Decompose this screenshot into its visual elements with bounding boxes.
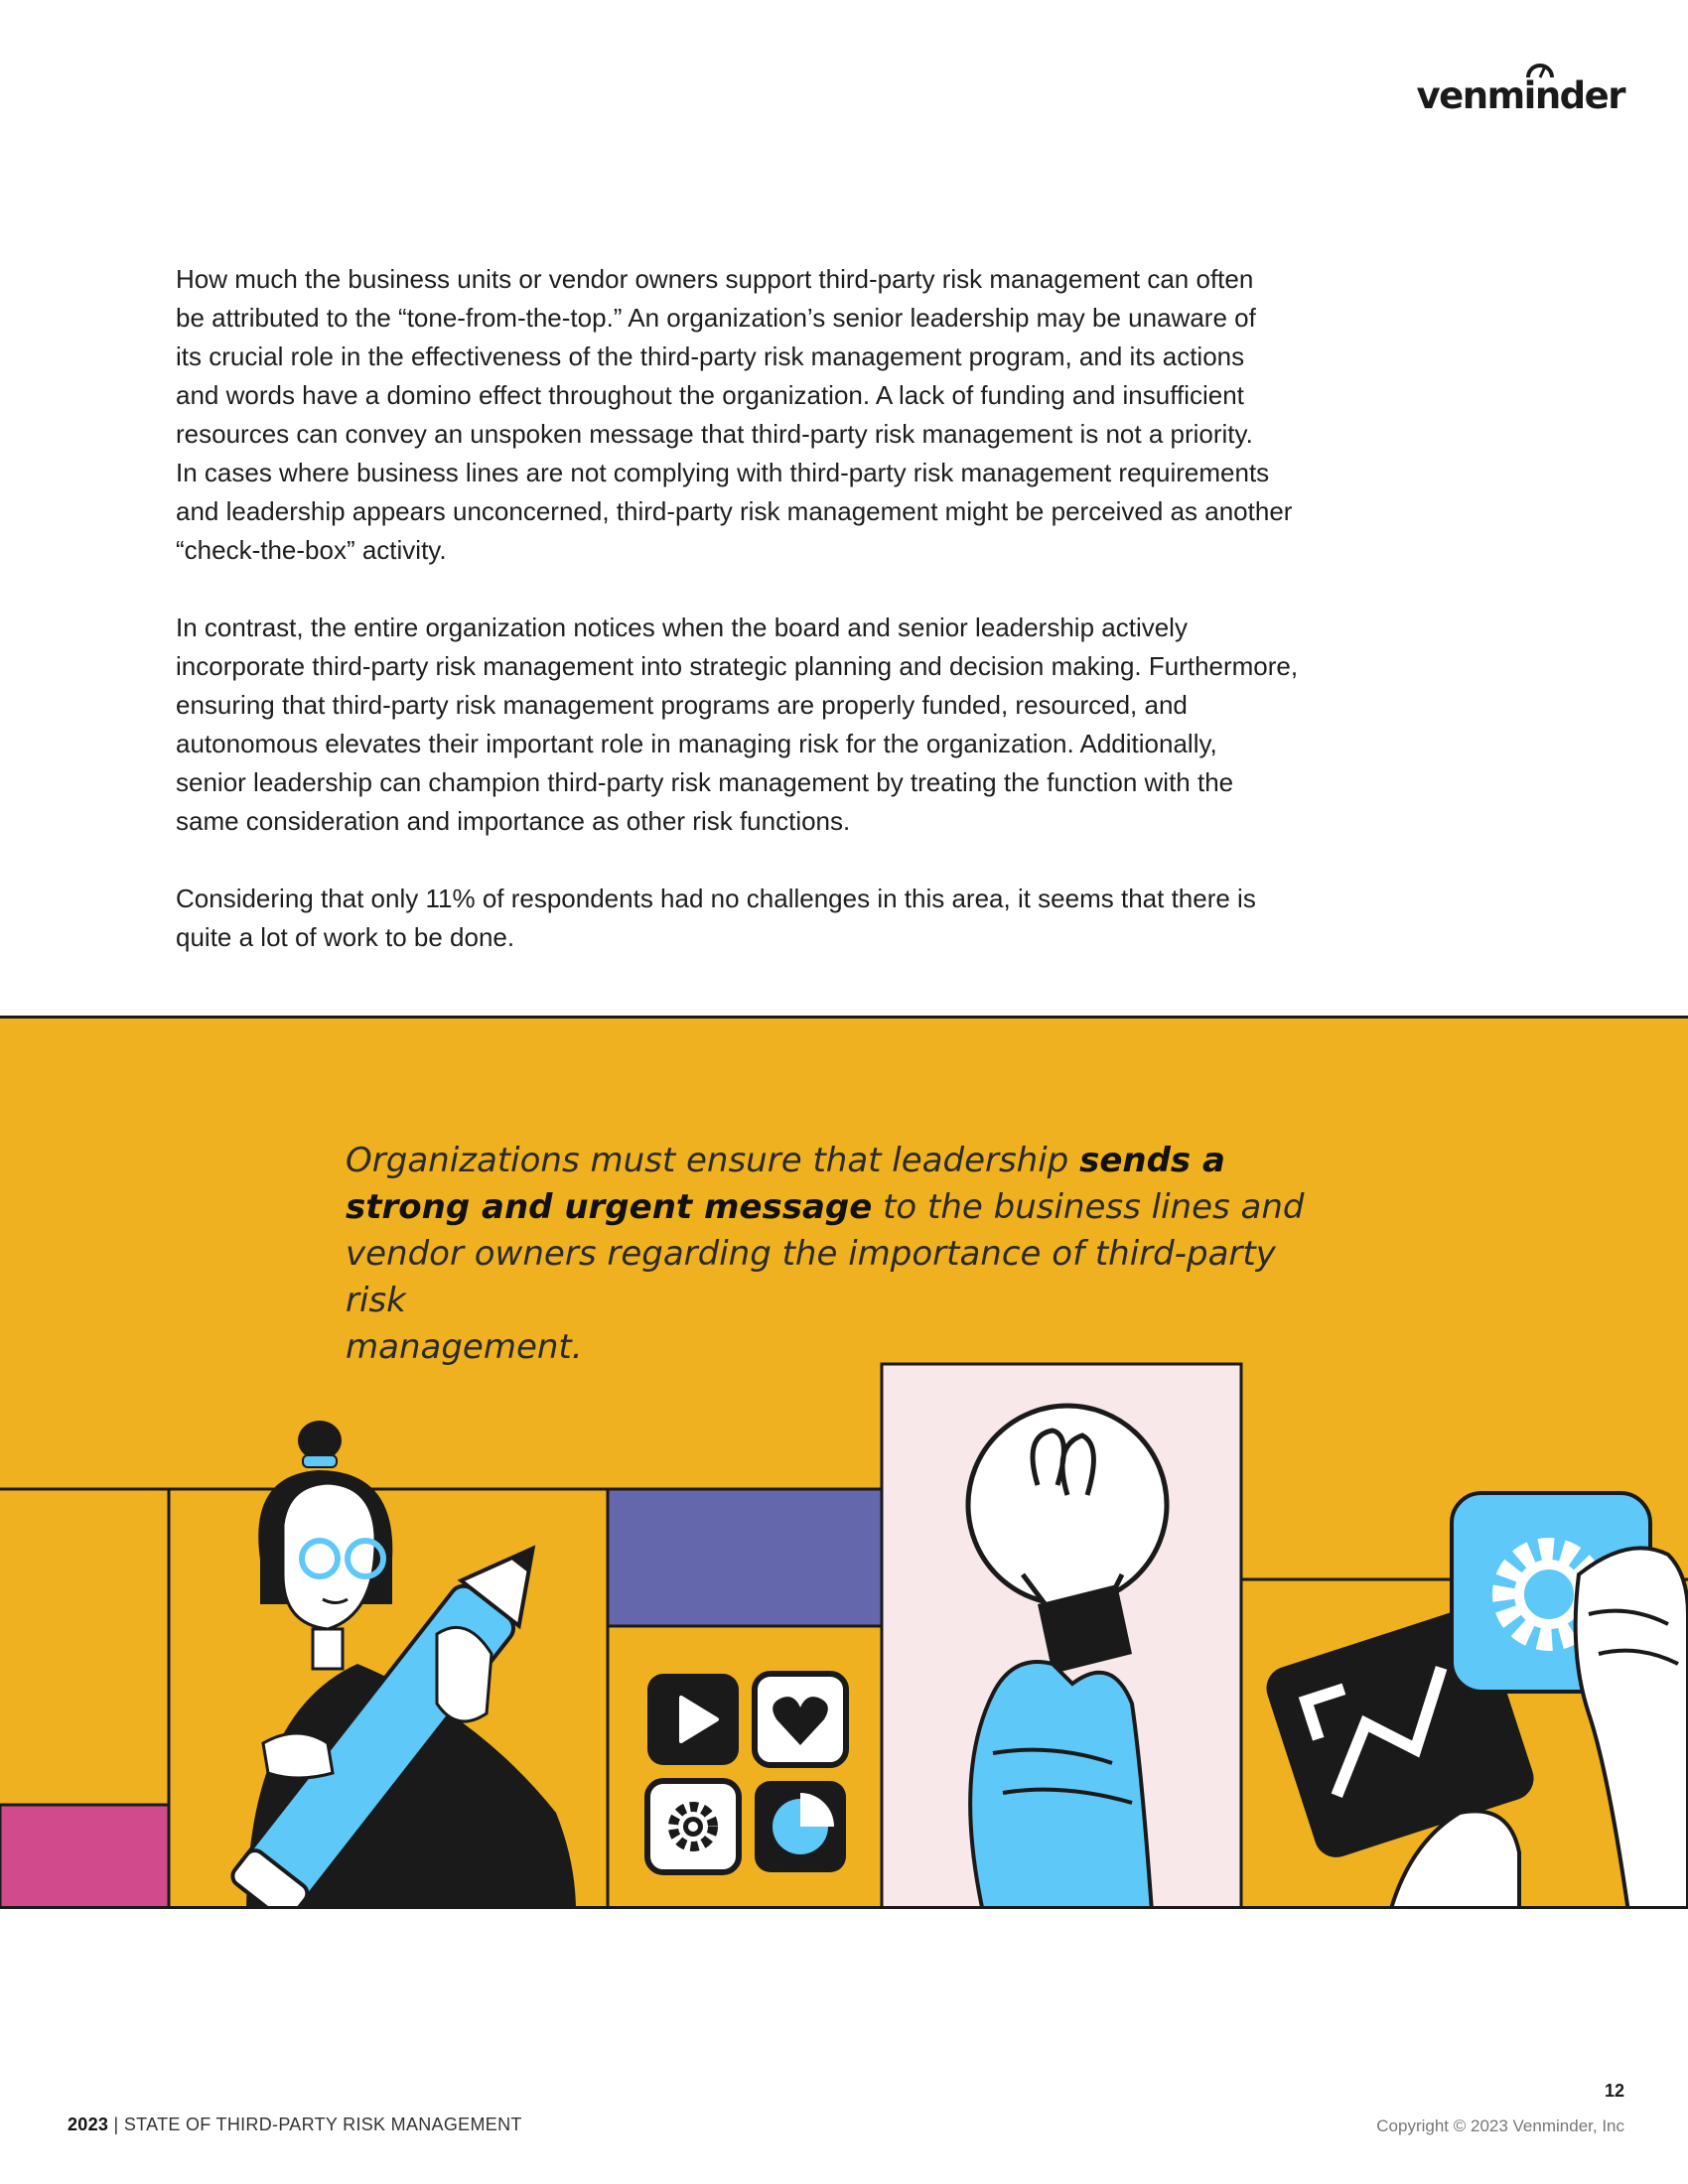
venminder-logo bbox=[1416, 58, 1624, 117]
purple-block bbox=[608, 1489, 882, 1626]
copyright: Copyright © 2023 Venminder, Inc bbox=[1376, 2116, 1624, 2135]
app-icons bbox=[647, 1674, 846, 1872]
paragraph-3: Considering that only 11% of respondents had no challenges in this area, it seems that there is quite a lot of work to be done. bbox=[176, 884, 1256, 952]
paragraph-2: In contrast, the entire organization notices when the board and senior leadership actively incorporate third-party risk management into strategic planning and decision making. Furthermore, ensuring that third-party risk management programs are properly funded, resourced, and autonomous elevates their important role in managing risk for the organization. Additionally, senior leadership can champion third-party risk management by treating the function with the same consideration and importance as other risk functions. bbox=[176, 613, 1299, 836]
blue-hand bbox=[970, 1662, 1152, 1909]
footer-separator: | bbox=[108, 2115, 124, 2134]
hand-left bbox=[263, 1733, 333, 1778]
quote-text-start: Organizations must ensure that leadership bbox=[346, 1141, 1080, 1180]
pink-block bbox=[0, 1805, 169, 1909]
quote-text-end: to the business lines and vendor owners regarding the importance of third-party risk management. bbox=[346, 1187, 1305, 1367]
hand-right bbox=[437, 1627, 492, 1721]
logo-text: venminder bbox=[1416, 74, 1624, 117]
footer-report-title: STATE OF THIRD-PARTY RISK MANAGEMENT bbox=[123, 2115, 522, 2134]
hand-gear bbox=[1576, 1548, 1688, 1909]
callout-banner bbox=[0, 1016, 1688, 1909]
pull-quote bbox=[346, 1138, 1338, 1371]
quote-emphasis: sends a strong and urgent message bbox=[346, 1141, 1225, 1227]
body-text bbox=[176, 260, 1417, 996]
paragraph-1: How much the business units or vendor owners support third-party risk management can often be attributed to the “tone-from-the-top.” An organization’s senior leadership may be unaware of its crucial role in the effectiveness of the third-party risk management program, and its actions and words have a domino effect throughout the organization. A lack of funding and insufficient resources can convey an unspoken message that third-party risk management is not a priority. In cases where business lines are not complying with third-party risk management requirements and leadership appears unconcerned, third-party risk management might be perceived as another “check-the-box” activity. bbox=[176, 264, 1293, 565]
report-footer-title bbox=[68, 2115, 522, 2135]
page-number: 12 bbox=[1604, 2081, 1624, 2101]
footer-year: 2023 bbox=[68, 2115, 109, 2134]
